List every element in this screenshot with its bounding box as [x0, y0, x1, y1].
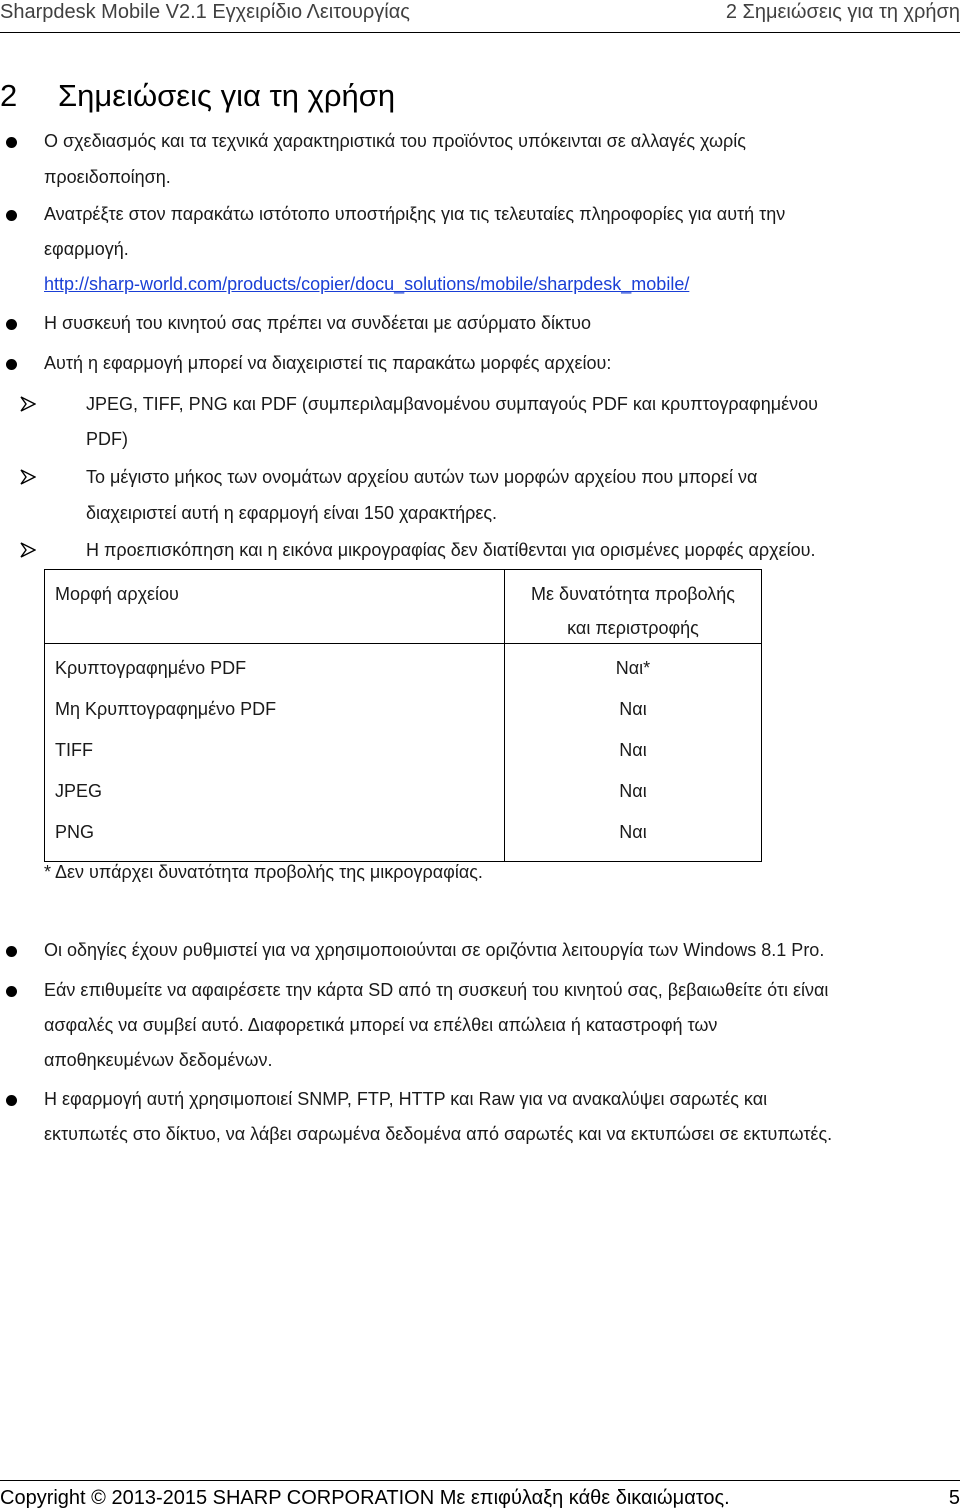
arrow-bullet-icon [20, 469, 36, 485]
arrow-bullet-icon [20, 542, 36, 558]
footer-rule [0, 1480, 960, 1481]
bullet-text: Η συσκευή του κινητού σας πρέπει να συνδέεται με ασύρματο δίκτυο [44, 313, 592, 333]
header-rule [0, 32, 960, 33]
col-header-view: και περιστροφής [567, 618, 699, 638]
bullet-dot [6, 986, 17, 997]
col-header-format: Μορφή αρχείου [55, 584, 179, 604]
table-cell-values [505, 644, 762, 862]
format-name: JPEG [55, 781, 103, 801]
col-header-view: Με δυνατότητα προβολής [531, 584, 735, 604]
section-heading [0, 78, 395, 114]
table-header-cell [505, 570, 762, 644]
running-header-title: Sharpdesk Mobile V2.1 Εγχειρίδιο Λειτουργίας [0, 1, 410, 23]
running-header-section: 2 Σημειώσεις για τη χρήση [725, 1, 960, 23]
page-number: 5 [948, 1487, 960, 1509]
arrow-bullet-icon [20, 396, 36, 412]
subitem-text: PDF) [86, 429, 128, 449]
bullet-text: Οι οδηγίες έχουν ρυθμιστεί για να χρησιμοποιούνται σε οριζόντια λειτουργία των Windows 8.1 Pro. [44, 940, 825, 960]
subitem-text: Το μέγιστο μήκος των ονομάτων αρχείου αυτών των μορφών αρχείου που μπορεί να [86, 467, 758, 487]
subitem-text: JPEG, TIFF, PNG και PDF (συμπεριλαμβανομένου συμπαγούς PDF και κρυπτογραφημένου [86, 394, 818, 414]
bullet-text: Ανατρέξτε στον παρακάτω ιστότοπο υποστήριξης για τις τελευταίες πληροφορίες για αυτή την [44, 204, 786, 224]
bullet-text: εκτυπωτές στο δίκτυο, να λάβει σαρωμένα δεδομένα από σαρωτές και να εκτυπώσει σε εκτυπωτές. [44, 1124, 833, 1144]
format-support: Ναι [619, 781, 647, 801]
table-cell-formats [45, 644, 505, 862]
bullet-dot [6, 946, 17, 957]
table-header-row [45, 570, 762, 644]
bullet-dot [6, 137, 17, 148]
bullet-text: εφαρμογή. [44, 239, 129, 259]
bullet-text: Η εφαρμογή αυτή χρησιμοποιεί SNMP, FTP, HTTP και Raw για να ανακαλύψει σαρωτές και [44, 1089, 768, 1109]
section-number: 2 [0, 78, 18, 113]
bullet-text: ασφαλές να συμβεί αυτό. Διαφορετικά μπορεί να επέλθει απώλεια ή καταστροφή των [44, 1015, 718, 1035]
format-support: Ναι [619, 822, 647, 842]
copyright-notice: Copyright © 2013-2015 SHARP CORPORATION Με επιφύλαξη κάθε δικαιώματος. [0, 1487, 730, 1509]
format-name: TIFF [55, 740, 93, 760]
bullet-dot [6, 210, 17, 221]
support-site-link[interactable]: http://sharp-world.com/products/copier/docu_solutions/mobile/sharpdesk_mobile/ [44, 274, 690, 294]
bullet-dot [6, 1095, 17, 1106]
bullet-text: Εάν επιθυμείτε να αφαιρέσετε την κάρτα SD από τη συσκευή του κινητού σας, βεβαιωθείτε ότι είναι [44, 980, 829, 1000]
format-name: Μη Κρυπτογραφημένο PDF [55, 699, 277, 719]
bullet-text: Ο σχεδιασμός και τα τεχνικά χαρακτηριστικά του προϊόντος υπόκεινται σε αλλαγές χωρίς [44, 131, 746, 151]
table-footnote: * Δεν υπάρχει δυνατότητα προβολής της μικρογραφίας. [44, 862, 483, 882]
format-support: Ναι [619, 699, 647, 719]
subitem-text: Η προεπισκόπηση και η εικόνα μικρογραφίας δεν διατίθενται για ορισμένες μορφές αρχείου. [86, 540, 816, 560]
file-format-table [44, 569, 762, 862]
format-support: Ναι* [615, 658, 651, 678]
format-support: Ναι [619, 740, 647, 760]
bullet-dot [6, 319, 17, 330]
bullet-dot [6, 359, 17, 370]
format-name: PNG [55, 822, 95, 842]
subitem-text: διαχειριστεί αυτή η εφαρμογή είναι 150 χαρακτήρες. [86, 503, 498, 523]
bullet-text: Αυτή η εφαρμογή μπορεί να διαχειριστεί τις παρακάτω μορφές αρχείου: [44, 353, 612, 373]
format-name: Κρυπτογραφημένο PDF [55, 658, 247, 678]
table-row [45, 644, 762, 862]
section-title: Σημειώσεις για τη χρήση [58, 78, 396, 113]
bullet-text: προειδοποίηση. [44, 167, 171, 187]
bullet-text: αποθηκευμένων δεδομένων. [44, 1050, 273, 1070]
table-header-cell [45, 570, 505, 644]
